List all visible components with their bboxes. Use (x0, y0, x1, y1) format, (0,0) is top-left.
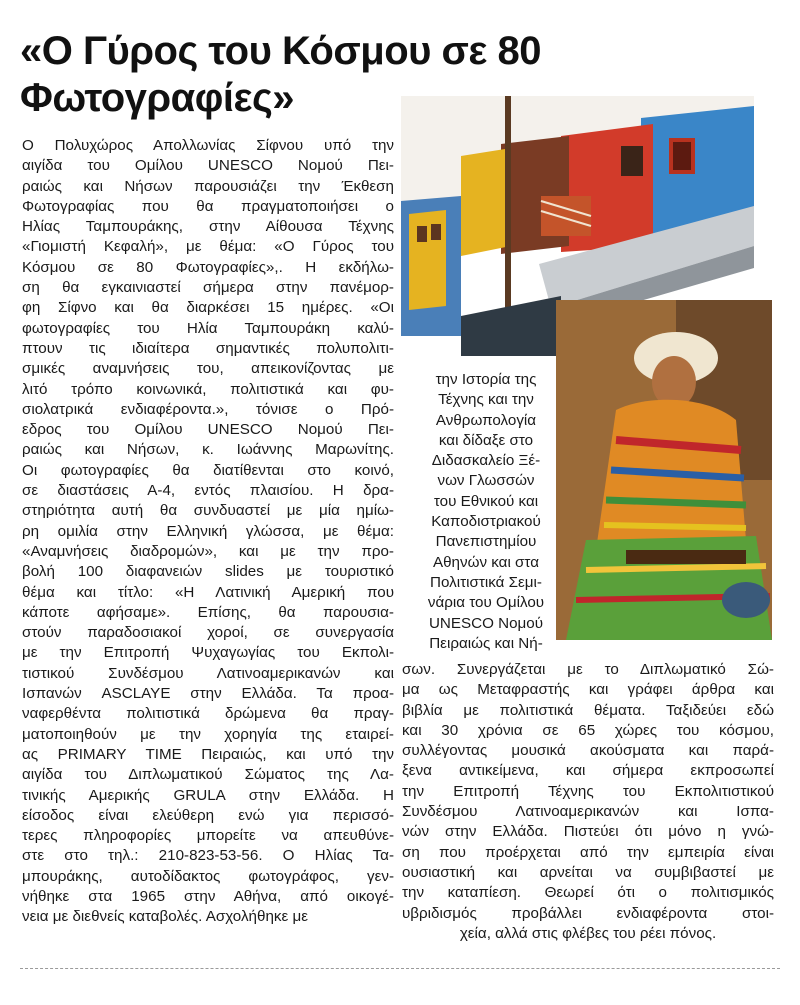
text-line: ουσιαστική και αρνείται να συμβιβαστεί με (402, 863, 774, 881)
text-line: φη Σίφνο και θα διαρκέσει 15 ημέρες. «Οι (22, 299, 394, 317)
text-line: Ισπανών ASCLAYE στην Ελλάδα. Τα προα- (22, 685, 394, 703)
text-line: νάρια του Ομίλου (427, 594, 545, 612)
text-line: τερες πληροφορίες μπορείτε να απευθύνε- (22, 827, 394, 845)
text-line: σμικές αναμνήσεις του, απεικονίζοντας με (22, 360, 394, 378)
text-line: αιγίδα του Διπλωματικού Σώματος της Λα- (22, 766, 394, 784)
text-line: με την Επιτροπή Ψυχαγωγίας του Εκπολι- (22, 644, 394, 662)
text-line: τιστικού Συνδέσμου Λατινοαμερικανών και (22, 664, 394, 682)
text-line: χεία, αλλά στις φλέβες του ρέει πόνος. (459, 924, 717, 942)
text-line: Πανεπιστημίου (435, 533, 537, 551)
text-line: συλλέγοντας μουσικά ακούσματα και παρά- (402, 742, 774, 760)
text-line: Κόσμου σε 80 Φωτογραφίες»,. Η εκδήλω- (22, 258, 394, 276)
text-line: στηριότητα αυτή θα συνδυαστεί με μία ημίω- (22, 502, 394, 520)
text-line: «Αναμνήσεις διαδρομών», και με την προ- (22, 542, 394, 560)
text-line: Διδασκαλείο Ξέ- (431, 452, 541, 470)
text-line: Οι φωτογραφίες θα διατίθενται στο κοινό, (22, 461, 394, 479)
weaver-illustration (556, 300, 772, 640)
text-line: την Επιτροπή Τέχνης του Εκπολιτιστικού (402, 782, 774, 800)
text-line: και δίδαξε στο (438, 431, 534, 449)
text-line: ραιώς και Νήσων παρουσιάζει την Έκθεση (22, 177, 394, 195)
text-line: ρη ομιλία στην Ελληνική γλώσσα, με θέμα: (22, 522, 394, 540)
text-line: λιτό τρόπο κοινωνικά, πολιτιστικά και φυ- (22, 380, 394, 398)
headline-line-1: «Ο Γύρος του Κόσμου σε 80 (20, 29, 541, 73)
text-line: την καταπίεση. Θεωρεί ότι ο πολιτισμικός (402, 884, 774, 902)
text-line: εδρος του Ομίλου UNESCO Νομού Πει- (22, 421, 394, 439)
text-line: νήθηκε στα 1965 στην Αθήνα, από οικογέ- (22, 887, 394, 905)
text-line: μα ως Μεταφραστής και γράφει άρθρα και (402, 681, 774, 699)
text-line: Καποδιστριακού (431, 513, 541, 531)
text-line: μπουράκης, αυτοδίδακτος φωτογράφος, γεν- (22, 867, 394, 885)
text-line: ας PRIMARY TIME Πειραιώς, και υπό την (22, 745, 394, 763)
text-line: φωτογραφίες του Ηλία Ταμπουράκη καλύ- (22, 319, 394, 337)
text-line: Φωτογραφίας που θα πραγματοποιήσει ο (22, 197, 394, 215)
text-line: είσοδος είναι ελεύθερη ενώ για περισσό- (22, 806, 394, 824)
text-line: Ανθρωπολογία (435, 411, 537, 429)
text-line: υβριδισμός προβάλλει ενδιαφέροντα στοι- (402, 904, 774, 922)
text-line: βιβλία με πολιτιστικά θέματα. Ταξιδεύει εδώ (402, 701, 774, 719)
text-line: τινικής Αμερικής GRULA στην Ελλάδα. Η (22, 786, 394, 804)
article-column-right-narrow (402, 370, 570, 654)
text-line: στούν παραδοσιακοί χοροί, σε συνεργασία (22, 624, 394, 642)
text-line: πτουν τις ιδιαίτερα σημαντικές πολυπολιτι- (22, 339, 394, 357)
text-line: Πειραιώς και Νή- (429, 634, 543, 652)
text-line: στε στο τηλ.: 210-823-53-56. Ο Ηλίας Τα- (22, 847, 394, 865)
text-line: Αθηνών και στα (432, 553, 539, 571)
text-line: βολή 100 διαφανειών slides με τουριστικό (22, 563, 394, 581)
text-line: την Ιστορία της (435, 371, 537, 388)
text-line: Τέχνης και την (438, 391, 534, 409)
text-line: νών στην Ελλάδα. Πιστεύει ότι μόνο η γνώ- (402, 823, 774, 841)
text-line: Συνδέσμου Λατινοαμερικανών και Ισπα- (402, 803, 774, 821)
article-column-right-wide (402, 660, 774, 944)
text-line: νεια με διεθνείς καταβολές. Ασχολήθηκε με (22, 908, 308, 926)
headline-line-2: Φωτογραφίες» (20, 76, 295, 120)
text-line: Ο Πολυχώρος Απολλωνίας Σίφνου υπό την (22, 137, 394, 154)
text-line: Ηλίας Ταμπουράκης, στην Αίθουσα Τέχνης (22, 218, 394, 236)
text-line: σιολατρικά ενδιαφέροντα.», τόνισε ο Πρό- (22, 400, 394, 418)
text-line: ση που προέρχεται από την εμπειρία είναι (402, 843, 774, 861)
text-line: ση θα εγκαινιαστεί σήμερα στην πανέμορ- (22, 279, 394, 297)
text-line: και 30 χρόνια σε 65 χώρες του κόσμου, (402, 721, 774, 739)
text-line: θέμα και τίτλο: «Η Λατινική Αμερική που (22, 583, 394, 601)
text-line: κάποτε αφήσαμε». Επίσης, θα παρουσια- (22, 603, 394, 621)
photo-market-weaver (556, 300, 772, 640)
text-line: ξενα αντικείμενα, και σήμερα εκπροσωπεί (402, 762, 774, 780)
text-line: «Γιομιστή Κεφαλή», με θέμα: «Ο Γύρος του (22, 238, 394, 256)
article-column-left (22, 136, 394, 928)
text-line: ναφερθέντα πολιτιστικά δρώμενα θα πραγ- (22, 705, 394, 723)
text-line: ματοποιηθούν με την χορηγία της εταιρεί- (22, 725, 394, 743)
text-line: αιγίδα του Ομίλου UNESCO Νομού Πει- (22, 157, 394, 175)
text-line: ραιώς και Νήσων, κ. Ιωάννης Μαρωνίτης. (22, 441, 394, 459)
text-line: UNESCO Νομού (428, 614, 544, 632)
text-line: του Εθνικού και (433, 492, 539, 510)
text-line: σων. Συνεργάζεται με το Διπλωματικό Σώ- (402, 661, 774, 678)
text-line: σε διαστάσεις Α-4, εντός πλαισίου. Η δρα- (22, 482, 394, 500)
text-line: Πολιτιστικά Σεμι- (430, 573, 542, 591)
text-line: νων Γλωσσών (437, 472, 535, 490)
bottom-divider (20, 968, 780, 969)
